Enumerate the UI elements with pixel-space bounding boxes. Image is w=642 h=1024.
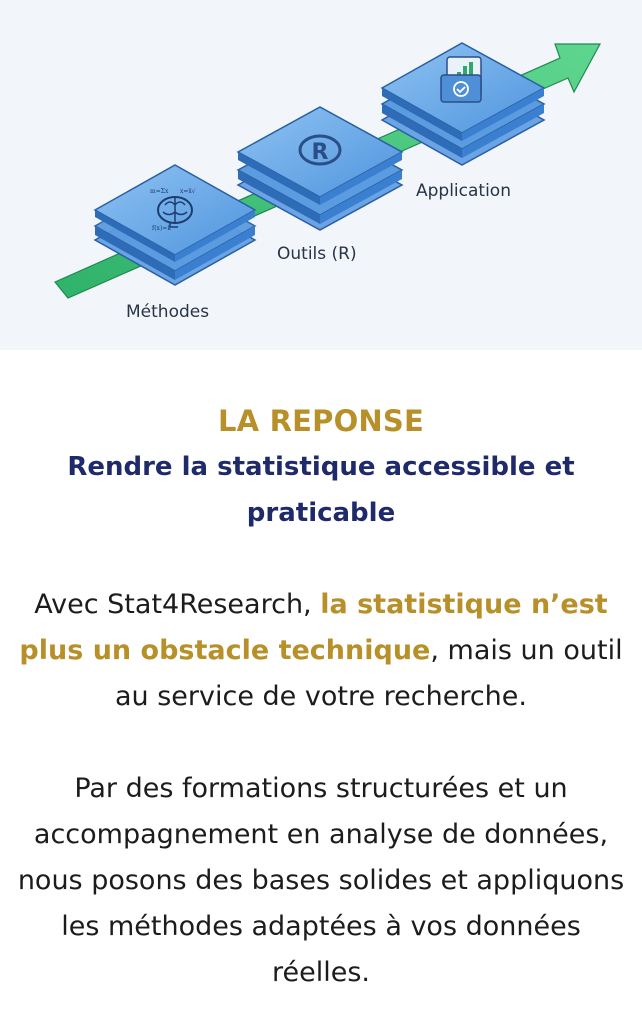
intro-text-after: , mais un outil au service de votre recherche. bbox=[114, 635, 623, 712]
progress-diagram bbox=[0, 0, 642, 350]
svg-text:f(x)=k: f(x)=k bbox=[152, 225, 171, 232]
report-chart-icon bbox=[441, 57, 481, 102]
svg-text:m=Σx: m=Σx bbox=[150, 188, 169, 195]
intro-paragraph bbox=[0, 582, 642, 720]
step-label-methodes: Méthodes bbox=[126, 302, 210, 322]
step-label-application: Application bbox=[416, 181, 511, 201]
response-section bbox=[0, 350, 642, 996]
intro-highlight: la statistique n’est plus un obstacle technique bbox=[19, 589, 608, 666]
intro-text-before: Avec Stat4Research, bbox=[34, 589, 321, 620]
section-kicker: LA REPONSE bbox=[217, 404, 425, 438]
step-label-outils: Outils (R) bbox=[277, 244, 357, 264]
svg-text:x=x̄√: x=x̄√ bbox=[180, 188, 196, 195]
approach-paragraph: Par des formations structurées et un accompagnement en analyse de données, nous posons des bases solides et appliquons les méthodes adaptées à vos données réelles. bbox=[17, 773, 625, 988]
hero-illustration bbox=[0, 0, 642, 350]
svg-text:R: R bbox=[311, 140, 329, 165]
section-title: Rendre la statistique accessible et praticable bbox=[67, 452, 575, 528]
